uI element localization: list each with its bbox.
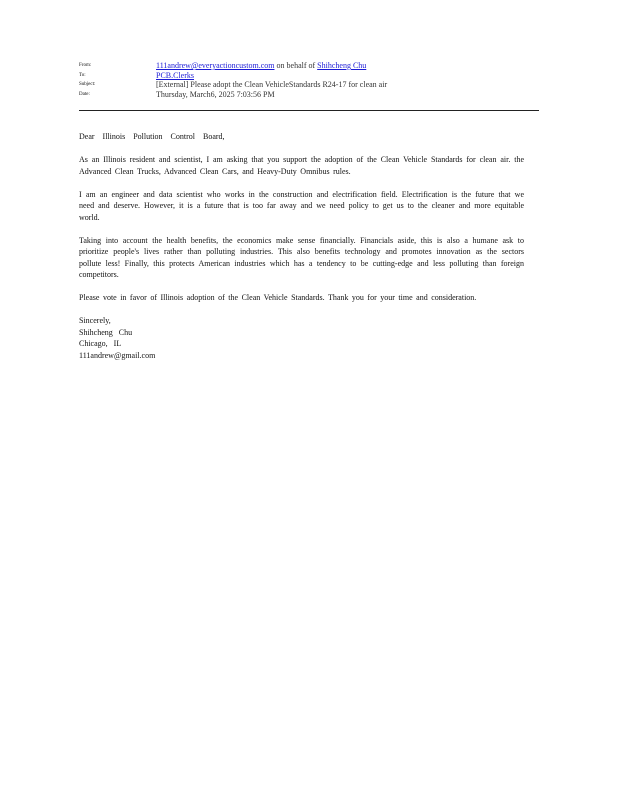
signature-email: 111andrew@gmail.com (79, 350, 156, 360)
from-name-link[interactable]: Shihcheng Chu (317, 61, 367, 70)
header-divider (79, 110, 539, 111)
from-label: From: (79, 63, 92, 68)
paragraph-4: Please vote in favor of Illinois adoption of the Clean Vehicle Standards. Thank you for your time and consideration. (79, 293, 477, 302)
letter-body (79, 131, 524, 361)
subject-value: [External] Please adopt the Clean VehicleStandards R24-17 for clean air (156, 80, 388, 89)
from-value (156, 61, 366, 71)
paragraph-2: I am an engineer and data scientist who works in the construction and electrification field. Electrification is the future that we need and deserve. However, it is a future that is too far away and we need policy to get us to the cleaner and more equitable world. (79, 189, 524, 222)
signature-city: Chicago, IL (79, 339, 122, 348)
email-header (79, 61, 539, 99)
to-row (79, 71, 539, 81)
from-email-link[interactable]: 111andrew@everyactioncustom.com (156, 61, 275, 70)
date-row (79, 90, 539, 100)
paragraph-3: Taking into account the health benefits, the economics make sense financially. Financials aside, this is also a humane ask to prioritize people's lives rather than polluting industries. This also benefits technology and promotes innovation as the sectors pollute less! Finally, this protects American industries which has a tendency to be cutting-edge and less polluting than foreign competitors. (79, 235, 524, 279)
greeting: Dear Illinois Pollution Control Board, (79, 132, 225, 141)
paragraph-1: As an Illinois resident and scientist, I am asking that you support the adoption of the Clean Vehicle Standards for clean air. the Advanced Clean Trucks, Advanced Clean Cars, and Heavy-Duty Omnibus rules. (79, 155, 524, 176)
subject-row (79, 80, 539, 90)
from-row (79, 61, 539, 71)
to-value (156, 71, 194, 81)
to-label: To: (79, 72, 86, 78)
date-label: Date: (79, 91, 90, 97)
on-behalf-text: on behalf of (274, 61, 318, 70)
to-link[interactable]: PCB.Clerks (156, 70, 195, 80)
closing: Sincerely, (79, 316, 111, 325)
subject-label: Subject: (79, 82, 96, 87)
signature-name: Shihcheng Chu (79, 327, 133, 337)
date-value: Thursday, March6, 2025 7:03:56 PM (156, 89, 275, 99)
